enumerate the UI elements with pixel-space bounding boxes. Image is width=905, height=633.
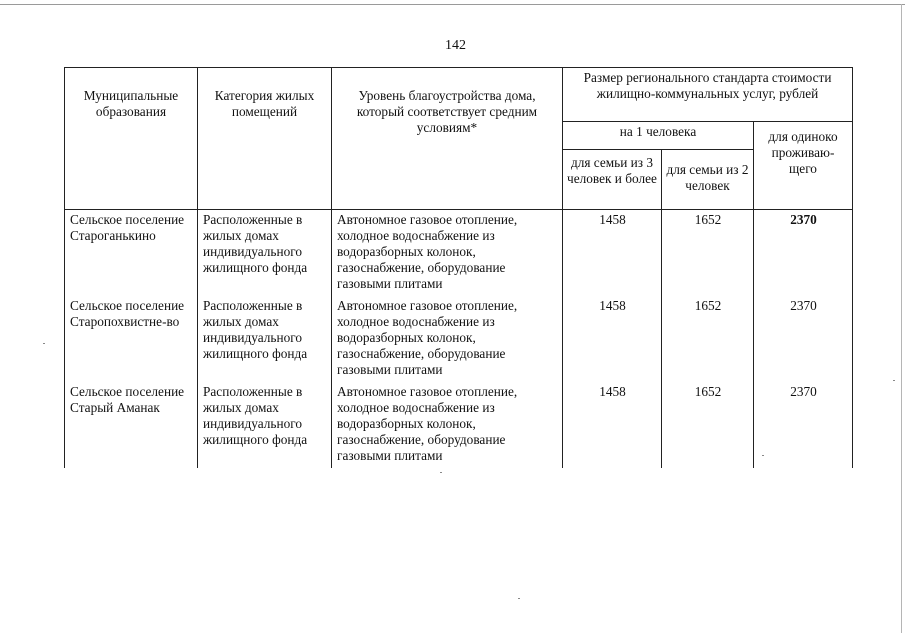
- single-value: 2370: [754, 296, 853, 382]
- level-cell: Автономное газовое отопление, холодное водоснабжение из водоразборных колонок, газоснабжение, оборудование газовыми плитами: [332, 296, 563, 382]
- single-value: 2370: [754, 382, 853, 468]
- family3-value: 1458: [563, 296, 662, 382]
- family3-value: 1458: [563, 210, 662, 296]
- header-standard: Размер регионального стандарта стоимости жилищно-коммунальных услуг, рублей: [563, 68, 853, 122]
- family2-value: 1652: [662, 296, 754, 382]
- page-number: 142: [445, 38, 466, 53]
- municipality-cell: Сельское поселение Старопохвистне-во: [65, 296, 198, 382]
- header-single: для одиноко проживаю-щего: [754, 122, 853, 210]
- category-cell: Расположенные в жилых домах индивидуального жилищного фонда: [198, 210, 332, 296]
- table-row: [65, 210, 853, 296]
- scan-speck: [440, 472, 442, 473]
- municipality-cell: Сельское поселение Старый Аманак: [65, 382, 198, 468]
- standards-table: [64, 67, 853, 468]
- table-row: [65, 296, 853, 382]
- header-row-1: [65, 68, 853, 122]
- family3-value: 1458: [563, 382, 662, 468]
- table-row: [65, 382, 853, 468]
- municipality-cell: Сельское поселение Староганькино: [65, 210, 198, 296]
- category-cell: Расположенные в жилых домах индивидуального жилищного фонда: [198, 382, 332, 468]
- category-cell: Расположенные в жилых домах индивидуального жилищного фонда: [198, 296, 332, 382]
- header-family2: для семьи из 2 человек: [662, 150, 754, 210]
- scan-speck: [518, 598, 520, 599]
- family2-value: 1652: [662, 382, 754, 468]
- scan-right-border: [901, 4, 902, 633]
- header-level: Уровень благоустройства дома, который соответствует средним условиям*: [332, 68, 563, 210]
- single-value: 2370: [754, 210, 853, 296]
- scan-speck: [762, 455, 764, 456]
- scan-top-border: [0, 4, 905, 5]
- header-family3: для семьи из 3 человек и более: [563, 150, 662, 210]
- level-cell: Автономное газовое отопление, холодное водоснабжение из водоразборных колонок, газоснабжение, оборудование газовыми плитами: [332, 382, 563, 468]
- header-per-person: на 1 человека: [563, 122, 754, 150]
- header-municipality: Муниципальные образования: [65, 68, 198, 210]
- level-cell: Автономное газовое отопление, холодное водоснабжение из водоразборных колонок, газоснабжение, оборудование газовыми плитами: [332, 210, 563, 296]
- family2-value: 1652: [662, 210, 754, 296]
- header-category: Категория жилых помещений: [198, 68, 332, 210]
- scan-speck: [893, 380, 895, 381]
- scan-speck: [43, 343, 45, 344]
